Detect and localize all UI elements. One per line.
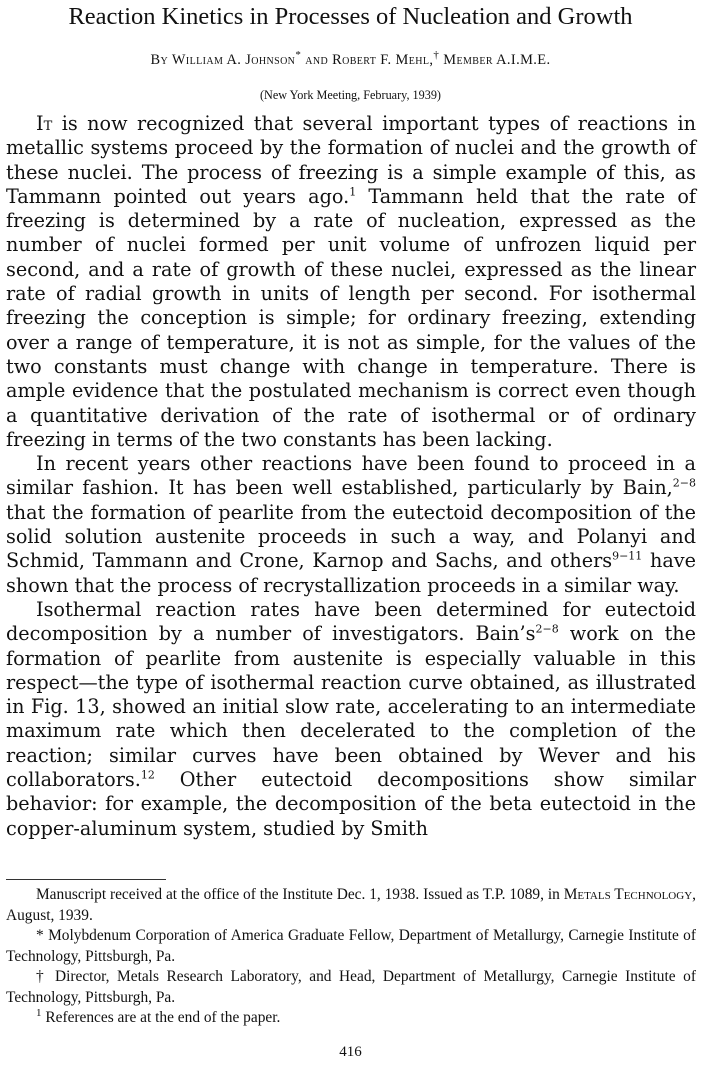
author-mehl: Robert F. Mehl, [332, 52, 434, 68]
footnote-3-text: Director, Metals Research Laboratory, and Head, Department of Metallurgy, Carnegie Institute of Technology, Pittsburgh, Pa. [6, 968, 696, 1006]
footnote-divider [6, 879, 166, 880]
meeting-note: (New York Meeting, February, 1939) [260, 88, 441, 102]
paper-title: Reaction Kinetics in Processes of Nucleation and Growth [68, 3, 633, 30]
paragraph-2-text-a: In recent years other reactions have been found to proceed in a similar fashion. It has been well established, particularly by Bain, [6, 452, 696, 500]
footnote-4-text: References are at the end of the paper. [41, 1009, 281, 1026]
reference-mark: 2−8 [672, 477, 696, 491]
asterisk-mark: * [36, 927, 44, 944]
reference-mark: 2−8 [535, 622, 559, 636]
paragraph-3 [6, 598, 696, 841]
footnote-references [6, 1008, 696, 1029]
reference-mark: 9−11 [612, 549, 643, 563]
body-text [6, 112, 696, 841]
footnote-1-text-a: Manuscript received at the office of the Institute Dec. 1, 1938. Issued as T.P. 1089, in [36, 886, 564, 903]
journal-name: Metals Technology [563, 886, 693, 903]
footnotes [6, 885, 696, 1029]
paragraph-2 [6, 452, 696, 598]
paragraph-3-text-c: Other eutectoid decompositions show similar behavior: for example, the decomposition of the beta eutectoid in the copper-aluminum system, studied by Smith [6, 768, 696, 840]
paragraph-2-text-b: that the formation of pearlite from the eutectoid decomposition of the solid solution austenite proceeds in such a way, and Polanyi and Schmid, Tammann and Crone, Karnop and Sachs, and others [6, 500, 696, 573]
reference-mark: 12 [140, 768, 155, 782]
by-label: By [150, 52, 169, 68]
and-label: and [305, 52, 329, 68]
paragraph-3-text-a: Isothermal reaction rates have been determined for eutectoid decomposition by a number of investigators. Bain’s [6, 597, 696, 646]
membership-label: Member A.I.M.E. [443, 52, 551, 68]
footnote-1-text-b: , August, 1939. [6, 886, 696, 924]
page-number: 416 [339, 1044, 362, 1060]
reference-mark: 1 [36, 1006, 42, 1019]
author-line [0, 50, 701, 70]
footnote-mehl [6, 967, 696, 1008]
author2-footnote-mark: † [433, 49, 440, 62]
footnote-manuscript [6, 885, 696, 926]
dropcap-lead: It [36, 112, 53, 135]
author-johnson: William A. Johnson [171, 52, 296, 68]
reference-mark: 1 [349, 185, 357, 199]
paragraph-1-text-a: is now recognized that several important types of reactions in metallic systems proceed by the formation of nuclei and the growth of these nuclei. The process of freezing is a simple example of this, as Tammann pointed out years ago. [6, 112, 696, 208]
paragraph-2-text-c: have shown that the process of recrystallization proceeds in a similar way. [6, 549, 697, 597]
dagger-mark: † [36, 968, 48, 985]
paragraph-1-text-b: Tammann held that the rate of freezing is determined by a rate of nucleation, expressed as the number of nuclei formed per unit volume of unfrozen liquid per second, and a rate of growth of these nuclei, expressed as the linear rate of radial growth in units of length per second. For isothermal freezing the conception is simple; for ordinary freezing, extending over a range of temperature, it is not as simple, for the values of the two constants must change with change in temperature. There is ample evidence that the postulated mechanism is correct even though a quantitative derivation of the rate of isothermal or of ordinary freezing in terms of the two constants has been lacking. [6, 184, 696, 451]
author1-footnote-mark: * [295, 49, 302, 62]
paragraph-1 [6, 112, 696, 452]
paragraph-3-text-b: work on the formation of pearlite from austenite is especially valuable in this respect—the type of isothermal reaction curve obtained, as illustrated in Fig. 13, showed an initial slow rate, accelerating to an intermediate maximum rate which then decelerated to the completion of the reaction; similar curves have been obtained by Wever and his collaborators. [6, 622, 696, 792]
footnote-2-text: Molybdenum Corporation of America Graduate Fellow, Department of Metallurgy, Carnegie Institute of Technology, Pittsburgh, Pa. [6, 927, 696, 965]
footnote-johnson [6, 926, 696, 967]
